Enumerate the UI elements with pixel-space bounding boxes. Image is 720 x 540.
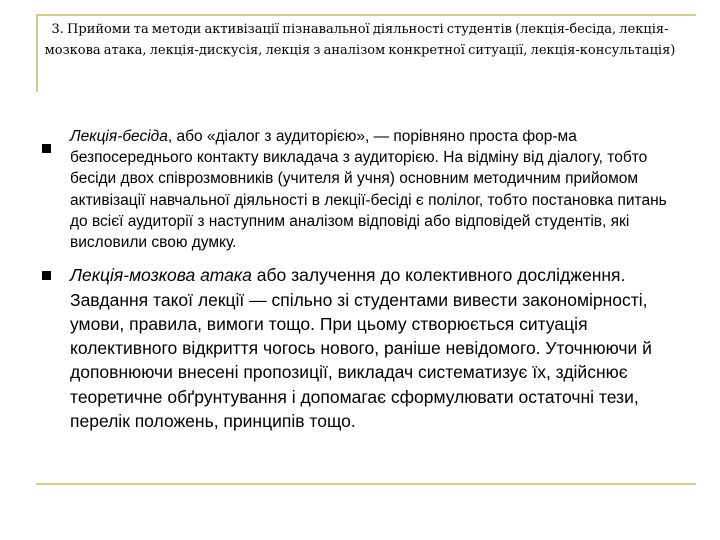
slide-title: 3. Прийоми та методи активізації пізнавальної діяльності студентів (лекція-бесіда, лекція-мозкова атака, лекція-дискусія, лекція з аналізом конкретної ситуації, лекція-консультація) [44, 22, 676, 58]
frame-left-line [36, 14, 38, 92]
bullet-list [38, 126, 678, 433]
bullet-text [70, 265, 652, 431]
bullet-body: , або «діалог з аудиторією», — порівняно проста фор-ма безпосереднього контакту викладача з аудиторією. На відміну від діалогу, тобто бесіди двох співрозмовників (учителя й учня) основним методичним прийомом активізації навчальної діяльності в лекції-бесіді є полілог, тобто постановка питань до всієї аудиторії з наступним аналізом відповіді або відповідей студентів, які висловили свою думку. [70, 128, 667, 252]
bullet-text [70, 126, 678, 253]
bullet-item-lecture-conversation [38, 126, 678, 253]
bullet-item-lecture-brainstorm [38, 263, 678, 433]
frame-bottom-line [36, 483, 696, 485]
frame-top-line [36, 14, 696, 16]
bullet-term: Лекція-мозкова атака [70, 265, 252, 286]
square-bullet-icon [42, 271, 51, 280]
bullet-term: Лекція-бесіда [70, 128, 168, 145]
square-bullet-icon [42, 144, 51, 153]
bullet-body: або залучення до колективного дослідження. Завдання такої лекції — спільно зі студентами вивести закономірності, умови, правила, вимоги тощо. При цьому створюється ситуація колективного відкриття чогось нового, раніше невідомого. Уточнюючи й доповнюючи внесені пропозиції, викладач систематизує їх, здійснює теоретичне обґрунтування і допомагає сформулювати остаточні тези, перелік положень, принципів тощо. [70, 265, 652, 431]
